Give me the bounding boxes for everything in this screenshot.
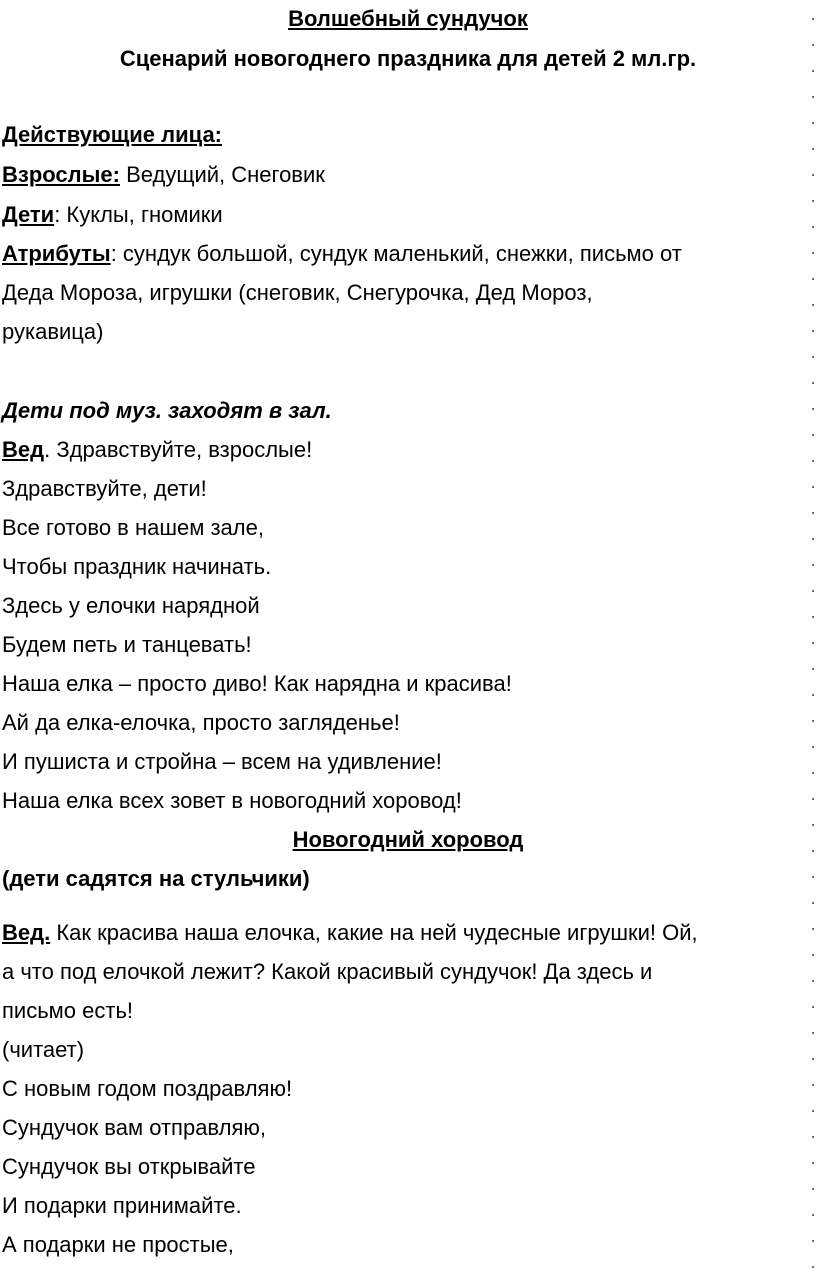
speech-1-line: Будем петь и танцевать! xyxy=(2,632,252,657)
speech-1-line: И пушиста и стройна – всем на удивление! xyxy=(2,749,442,774)
cast-heading: Действующие лица: xyxy=(2,122,222,147)
children-text: : Куклы, гномики xyxy=(54,202,223,227)
adults-text: Ведущий, Снеговик xyxy=(119,162,325,187)
speech-2-line-1 xyxy=(2,918,698,948)
speech-1-line: Наша елка всех зовет в новогодний хоровод! xyxy=(2,788,462,813)
speech-1-line: Наша елка – просто диво! Как нарядна и красива! xyxy=(2,671,512,696)
speech-1-first: . Здравствуйте, взрослые! xyxy=(44,437,313,462)
cast-children xyxy=(2,200,223,230)
adults-label: Взрослые: xyxy=(2,162,120,187)
document-title: Волшебный сундучок xyxy=(288,6,528,31)
speech-2-line: письмо есть! xyxy=(2,998,134,1023)
children-label: Дети xyxy=(2,202,55,227)
stage-direction-seating: (дети садятся на стульчики) xyxy=(2,866,310,891)
speech-1-line: Все готово в нашем зале, xyxy=(2,515,264,540)
host-label: Вед xyxy=(2,437,45,462)
attributes-text: : сундук большой, сундук маленький, снежки, письмо от xyxy=(110,241,682,266)
speech-1-line: Здесь у елочки нарядной xyxy=(2,593,260,618)
host-label-2: Вед. xyxy=(2,920,51,945)
speech-1-line: Здравствуйте, дети! xyxy=(2,476,207,501)
document-subtitle: Сценарий новогоднего праздника для детей 2 мл.гр. xyxy=(119,46,697,71)
stage-direction-entrance: Дети под муз. заходят в зал. xyxy=(2,398,332,423)
attributes-line-2: Деда Мороза, игрушки (снеговик, Снегурочка, Дед Мороз, xyxy=(2,280,593,305)
attributes-label: Атрибуты xyxy=(2,241,111,266)
attributes-line-1 xyxy=(2,239,682,269)
speech-2-line: Сундучок вам отправляю, xyxy=(2,1115,266,1140)
speech-2-line: И подарки принимайте. xyxy=(2,1193,242,1218)
speech-2-line: Сундучок вы открывайте xyxy=(2,1154,256,1179)
speech-2-line: С новым годом поздравляю! xyxy=(2,1076,293,1101)
song-title: Новогодний хоровод xyxy=(292,827,524,852)
speech-2-line: а что под елочкой лежит? Какой красивый сундучок! Да здесь и xyxy=(2,959,653,984)
speech-1-line: Ай да елка-елочка, просто загляденье! xyxy=(2,710,400,735)
margin-dots xyxy=(810,0,816,1268)
cast-adults xyxy=(2,160,325,190)
speech-2-line: (читает) xyxy=(2,1037,85,1062)
attributes-line-3: рукавица) xyxy=(2,319,104,344)
speech-1-line-1 xyxy=(2,435,312,465)
speech-2-line: А подарки не простые, xyxy=(2,1232,234,1257)
speech-2-first: Как красива наша елочка, какие на ней чудесные игрушки! Ой, xyxy=(50,920,698,945)
speech-1-line: Чтобы праздник начинать. xyxy=(2,554,272,579)
